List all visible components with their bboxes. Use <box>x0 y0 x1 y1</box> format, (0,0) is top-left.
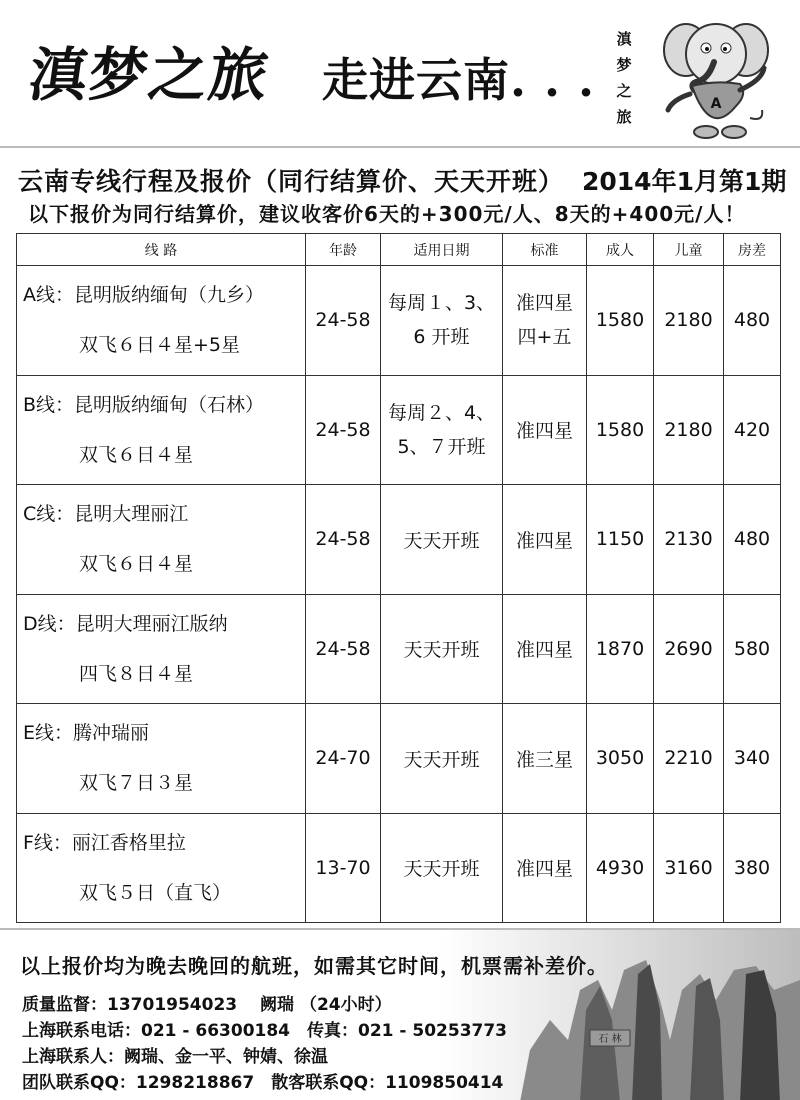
room-diff: 580 <box>724 594 781 704</box>
route-name: E线：腾冲瑞丽 <box>23 722 150 745</box>
table-row <box>17 813 781 923</box>
adult-price: 1580 <box>587 266 654 376</box>
header-date: 适用日期 <box>381 234 503 266</box>
standard-cell <box>503 266 587 376</box>
room-diff: 340 <box>724 704 781 814</box>
route-detail: 双飞６日４星+5星 <box>79 334 241 357</box>
header-child: 儿童 <box>654 234 724 266</box>
route-detail: 四飞８日４星 <box>79 662 194 685</box>
table-header-row <box>17 234 781 266</box>
date-cell <box>381 375 503 485</box>
price-note: 以下报价为同行结算价，建议收客价6天的+300元/人、8天的+400元/人！ <box>28 202 746 226</box>
route-detail: 双飞７日３星 <box>79 772 194 795</box>
price-table <box>16 233 781 923</box>
age-cell: 13-70 <box>306 813 381 923</box>
table-row <box>17 485 781 595</box>
room-diff: 480 <box>724 485 781 595</box>
child-price: 2130 <box>654 485 724 595</box>
standard-cell: 准四星 <box>503 375 587 485</box>
table-row <box>17 594 781 704</box>
standard-cell: 准三星 <box>503 704 587 814</box>
standard-cell: 准四星 <box>503 594 587 704</box>
route-cell <box>17 485 306 595</box>
route-cell <box>17 375 306 485</box>
child-price: 2690 <box>654 594 724 704</box>
room-diff: 420 <box>724 375 781 485</box>
date-cell <box>381 266 503 376</box>
adult-price: 1580 <box>587 375 654 485</box>
route-name: F线：丽江香格里拉 <box>23 831 186 854</box>
phone-fax: 上海联系电话：021 - 66300184 传真：021 - 50253773 <box>22 1021 508 1041</box>
svg-text:A: A <box>710 96 722 112</box>
child-price: 2180 <box>654 375 724 485</box>
vertical-brand: 滇梦之旅 <box>616 30 632 126</box>
child-price: 2180 <box>654 266 724 376</box>
header-adult: 成人 <box>587 234 654 266</box>
date-cell: 天天开班 <box>381 813 503 923</box>
route-name: C线：昆明大理丽江 <box>23 503 189 526</box>
contact-people: 上海联系人：阙瑞、金一平、钟婧、徐温 <box>22 1047 328 1067</box>
footer-contact-panel <box>0 928 800 1100</box>
age-cell: 24-58 <box>306 266 381 376</box>
qq-contacts: 团队联系QQ：1298218867 散客联系QQ：1109850414 <box>22 1073 504 1093</box>
age-cell: 24-58 <box>306 594 381 704</box>
date-line: 每周１、3、 <box>387 292 496 315</box>
route-detail: 双飞６日４星 <box>79 553 194 576</box>
table-row <box>17 375 781 485</box>
header-banner <box>0 0 800 148</box>
route-detail: 双飞５日（直飞） <box>79 881 232 904</box>
header-standard: 标准 <box>503 234 587 266</box>
child-price: 2210 <box>654 704 724 814</box>
adult-price: 1150 <box>587 485 654 595</box>
date-line: 每周２、4、 <box>387 401 496 424</box>
date-line: 6 开班 <box>413 326 470 349</box>
adult-price: 1870 <box>587 594 654 704</box>
elephant-mascot-icon <box>650 10 778 142</box>
header-age: 年龄 <box>306 234 381 266</box>
room-diff: 480 <box>724 266 781 376</box>
date-cell: 天天开班 <box>381 485 503 595</box>
standard-line: 准四星 <box>515 292 573 315</box>
route-name: B线：昆明版纳缅甸（石林） <box>23 393 265 416</box>
age-cell: 24-58 <box>306 375 381 485</box>
quality-supervision: 质量监督：13701954023 阙瑞 （24小时） <box>22 995 392 1015</box>
room-diff: 380 <box>724 813 781 923</box>
issue-label: 2014年1月第1期 <box>582 167 787 196</box>
footer-note: 以上报价均为晚去晚回的航班，如需其它时间，机票需补差价。 <box>20 954 608 978</box>
age-cell: 24-70 <box>306 704 381 814</box>
date-cell: 天天开班 <box>381 594 503 704</box>
route-detail: 双飞６日４星 <box>79 443 194 466</box>
adult-price: 3050 <box>587 704 654 814</box>
header-room: 房差 <box>724 234 781 266</box>
title-row <box>0 160 800 196</box>
standard-line: 四+五 <box>517 326 572 349</box>
brand-title: 滇梦之旅 <box>24 41 275 109</box>
page-title: 云南专线行程及报价（同行结算价、天天开班） <box>18 167 565 196</box>
standard-cell: 准四星 <box>503 485 587 595</box>
age-cell: 24-58 <box>306 485 381 595</box>
svg-text:石 林: 石 林 <box>598 1034 622 1045</box>
header-route: 线 路 <box>17 234 306 266</box>
table-row <box>17 704 781 814</box>
route-cell <box>17 704 306 814</box>
adult-price: 4930 <box>587 813 654 923</box>
route-cell <box>17 813 306 923</box>
route-cell <box>17 266 306 376</box>
standard-cell: 准四星 <box>503 813 587 923</box>
route-cell <box>17 594 306 704</box>
child-price: 3160 <box>654 813 724 923</box>
slogan: 走进云南. . . <box>322 53 596 107</box>
date-cell: 天天开班 <box>381 704 503 814</box>
route-name: D线：昆明大理丽江版纳 <box>23 612 228 635</box>
date-line: 5、７开班 <box>397 435 486 458</box>
route-name: A线：昆明版纳缅甸（九乡） <box>23 284 264 307</box>
table-row <box>17 266 781 376</box>
